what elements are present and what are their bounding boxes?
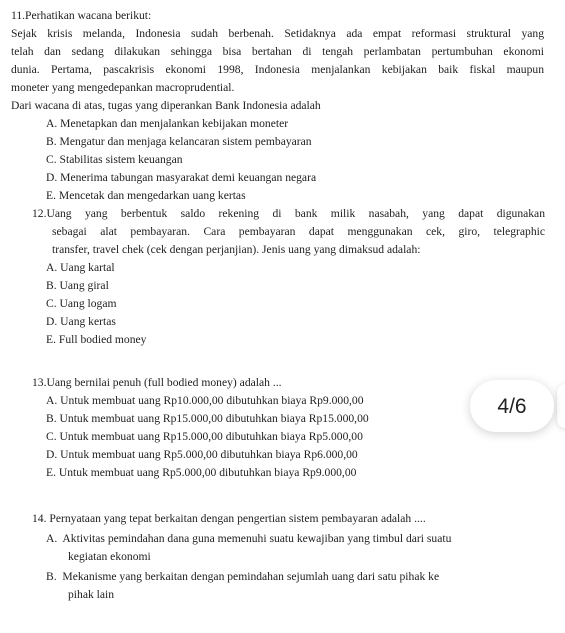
- q14-option-b: B. Mekanisme yang berkaitan dengan pemindahan sejumlah uang dari satu pihak ke: [46, 570, 440, 583]
- q13-option-b: B. Untuk membuat uang Rp15.000,00 dibutuhkan biaya Rp15.000,00: [46, 412, 369, 425]
- q13-option-e: E. Untuk membuat uang Rp5.000,00 dibutuhkan biaya Rp9.000,00: [46, 466, 357, 479]
- q12-option-b: B. Uang giral: [46, 279, 109, 292]
- q11-heading: 11.Perhatikan wacana berikut:: [11, 9, 152, 22]
- q13-option-a: A. Untuk membuat uang Rp10.000,00 dibutuhkan biaya Rp9.000,00: [46, 394, 364, 407]
- q13-option-d: D. Untuk membuat uang Rp5.000,00 dibutuhkan biaya Rp6.000,00: [46, 448, 358, 461]
- q11-option-b: B. Mengatur dan menjaga kelancaran sistem pembayaran: [46, 135, 312, 148]
- page-indicator-label: 4/6: [497, 394, 527, 418]
- q11-passage-line: moneter yang mengedepankan macroprudential.: [11, 81, 235, 94]
- q14-option-a: A. Aktivitas pemindahan dana guna memenuhi suatu kewajiban yang timbul dari suatu: [46, 532, 452, 545]
- q11-passage-line: telah dan sedang dilakukan sehingga bisa bertahan di tengah perlambatan pertumbuhan ekonomi: [11, 45, 544, 58]
- q11-passage-line: dunia. Pertama, pascakrisis ekonomi 1998, Indonesia menjalankan kebijakan baik fiskal maupun: [11, 63, 544, 76]
- next-page-button-edge[interactable]: [557, 384, 565, 428]
- q11-option-e: E. Mencetak dan mengedarkan uang kertas: [46, 189, 246, 202]
- page-indicator[interactable]: [470, 380, 554, 432]
- q12-option-e: E. Full bodied money: [46, 333, 147, 346]
- q13-question: 13.Uang bernilai penuh (full bodied money) adalah ...: [32, 376, 282, 389]
- q14-option-a-continued: kegiatan ekonomi: [68, 550, 151, 563]
- q11-option-c: C. Stabilitas sistem keuangan: [46, 153, 183, 166]
- q12-question-line: transfer, travel chek (cek dengan perjanjian). Jenis uang yang dimaksud adalah:: [52, 243, 421, 256]
- q12-option-d: D. Uang kertas: [46, 315, 116, 328]
- q14-question: 14. Pernyataan yang tepat berkaitan dengan pengertian sistem pembayaran adalah ....: [32, 512, 426, 525]
- q11-option-a: A. Menetapkan dan menjalankan kebijakan moneter: [46, 117, 289, 130]
- q11-option-d: D. Menerima tabungan masyarakat demi keuangan negara: [46, 171, 317, 184]
- q12-question-line: sebagai alat pembayaran. Cara pembayaran dapat menggunakan cek, giro, telegraphic: [52, 225, 545, 238]
- q11-question: Dari wacana di atas, tugas yang diperankan Bank Indonesia adalah: [11, 99, 321, 112]
- q14-option-b-continued: pihak lain: [68, 588, 115, 601]
- q11-passage-line: Sejak krisis melanda, Indonesia sudah berbenah. Setidaknya ada empat reformasi struktural yang: [11, 27, 544, 40]
- q12-option-a: A. Uang kartal: [46, 261, 115, 274]
- q12-option-c: C. Uang logam: [46, 297, 117, 310]
- q12-question-line: 12.Uang yang berbentuk saldo rekening di bank milik nasabah, yang dapat digunakan: [32, 207, 545, 220]
- q13-option-c: C. Untuk membuat uang Rp15.000,00 dibutuhkan biaya Rp5.000,00: [46, 430, 363, 443]
